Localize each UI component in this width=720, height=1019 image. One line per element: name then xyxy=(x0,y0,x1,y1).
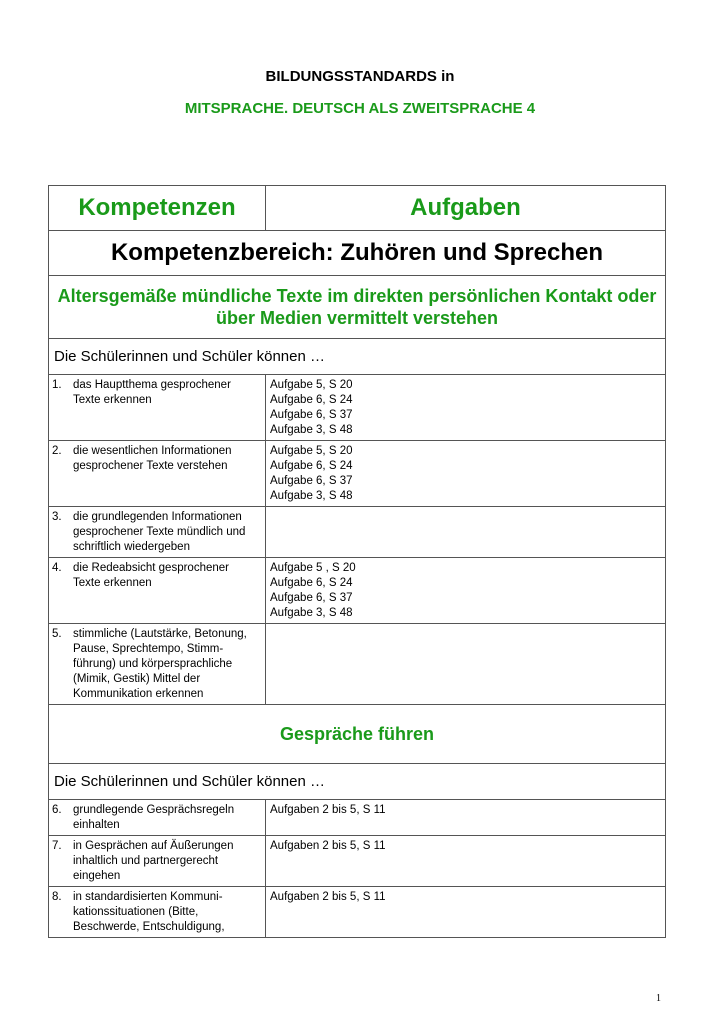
task-reference: Aufgaben 2 bis 5, S 11 xyxy=(270,891,386,903)
competence-text: grundlegende Gesprächsregeln einhalten xyxy=(73,804,235,831)
competence-cell xyxy=(49,375,266,441)
task-reference: Aufgabe 6, S 37 xyxy=(270,475,353,487)
tasks-cell xyxy=(266,558,666,624)
tasks-cell xyxy=(266,836,666,887)
tasks-cell xyxy=(266,441,666,507)
competence-text: die grundlegenden Informationen gesprochener Texte mündlich und schriftlich wiedergeben xyxy=(73,511,246,553)
task-reference: Aufgabe 6, S 24 xyxy=(270,577,353,589)
table-row xyxy=(49,887,666,938)
page-number: 1 xyxy=(656,993,661,1004)
table-row xyxy=(49,558,666,624)
table-row xyxy=(49,441,666,507)
section2-intro: Die Schülerinnen und Schüler können … xyxy=(49,764,666,800)
section2-row xyxy=(49,705,666,764)
competence-cell xyxy=(49,624,266,705)
competence-cell xyxy=(49,441,266,507)
task-reference: Aufgabe 3, S 48 xyxy=(270,607,353,619)
competence-cell xyxy=(49,800,266,836)
competence-area-title: Kompetenzbereich: Zuhören und Sprechen xyxy=(49,231,666,276)
task-reference: Aufgabe 6, S 24 xyxy=(270,394,353,406)
document-title: BILDUNGSSTANDARDS in xyxy=(265,68,455,85)
table-row xyxy=(49,375,666,441)
competence-number: 1. xyxy=(52,379,62,391)
competence-text: die Redeabsicht gesprochener Texte erkennen xyxy=(73,562,229,589)
task-reference: Aufgabe 5 , S 20 xyxy=(270,562,356,574)
section2-intro-row xyxy=(49,764,666,800)
table-row xyxy=(49,624,666,705)
competence-text: das Hauptthema gesprochener Texte erkennen xyxy=(73,379,231,406)
document-subtitle: MITSPRACHE. DEUTSCH ALS ZWEITSPRACHE 4 xyxy=(184,100,536,117)
tasks-cell xyxy=(266,507,666,558)
competence-text: stimmliche (Lautstärke, Betonung, Pause, Sprechtempo, Stimm-führung) und körpersprachliche (Mimik, Gestik) Mittel der Kommunikation erkennen xyxy=(73,628,247,700)
competence-number: 8. xyxy=(52,891,62,903)
table-row xyxy=(49,800,666,836)
competence-number: 2. xyxy=(52,445,62,457)
area-row xyxy=(49,231,666,276)
table-header-row xyxy=(49,186,666,231)
section1-intro-row xyxy=(49,339,666,375)
section2-title: Gespräche führen xyxy=(49,705,666,764)
competence-text: in Gesprächen auf Äußerungen inhaltlich und partnergerecht eingehen xyxy=(73,840,234,882)
competence-text: in standardisierten Kommuni-kationssituationen (Bitte, Beschwerde, Entschuldigung, xyxy=(73,891,225,933)
section1-title: Altersgemäße mündliche Texte im direkten persönlichen Kontakt oder über Medien vermittelt verstehen xyxy=(49,276,666,339)
section2-rows xyxy=(49,800,666,938)
task-reference: Aufgabe 3, S 48 xyxy=(270,490,353,502)
tasks-cell xyxy=(266,800,666,836)
competence-number: 7. xyxy=(52,840,62,852)
competence-number: 3. xyxy=(52,511,62,523)
competence-cell xyxy=(49,558,266,624)
task-reference: Aufgabe 5, S 20 xyxy=(270,445,353,457)
competence-table xyxy=(48,185,666,938)
competence-cell xyxy=(49,507,266,558)
section1-rows xyxy=(49,375,666,705)
task-reference: Aufgabe 6, S 37 xyxy=(270,592,353,604)
competence-number: 6. xyxy=(52,804,62,816)
task-reference: Aufgabe 5, S 20 xyxy=(270,379,353,391)
competence-cell xyxy=(49,836,266,887)
table-row xyxy=(49,836,666,887)
section1-row xyxy=(49,276,666,339)
task-reference: Aufgaben 2 bis 5, S 11 xyxy=(270,840,386,852)
tasks-cell xyxy=(266,624,666,705)
competence-cell xyxy=(49,887,266,938)
table-row xyxy=(49,507,666,558)
task-reference: Aufgabe 3, S 48 xyxy=(270,424,353,436)
column-header-tasks: Aufgaben xyxy=(266,186,666,231)
competence-text: die wesentlichen Informationen gesprochener Texte verstehen xyxy=(73,445,232,472)
column-header-competences: Kompetenzen xyxy=(49,186,266,231)
tasks-cell xyxy=(266,887,666,938)
task-reference: Aufgabe 6, S 24 xyxy=(270,460,353,472)
task-reference: Aufgaben 2 bis 5, S 11 xyxy=(270,804,386,816)
tasks-cell xyxy=(266,375,666,441)
section1-intro: Die Schülerinnen und Schüler können … xyxy=(49,339,666,375)
task-reference: Aufgabe 6, S 37 xyxy=(270,409,353,421)
competence-number: 5. xyxy=(52,628,62,640)
competence-number: 4. xyxy=(52,562,62,574)
